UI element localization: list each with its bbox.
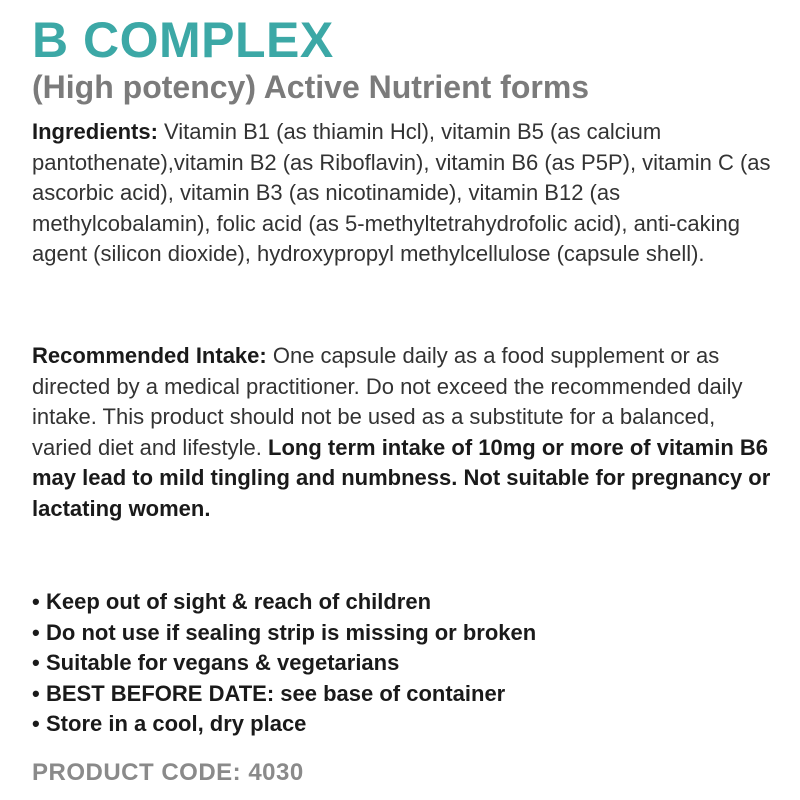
bullet-icon: • — [32, 650, 40, 675]
list-item-text: Do not use if sealing strip is missing or broken — [46, 619, 537, 645]
ingredients-text: Vitamin B1 (as thiamin Hcl), vitamin B5 (as calcium pantothenate),vitamin B2 (as Riboflavin), vitamin B6 (as P5P), vitamin C (as ascorbic acid), vitamin B3 (as nicotinamide), vitamin B12 (as methylcobalamin), folic acid (as 5-methyltetrahydrofolic acid), anti-caking agent (silicon dioxide), hydroxypropyl methylcellulose (capsule shell). — [32, 119, 771, 266]
list-item — [32, 587, 536, 618]
list-item-text: Store in a cool, dry place — [46, 711, 307, 736]
product-subtitle: (High potency) Active Nutrient forms — [32, 69, 590, 105]
product-code: PRODUCT CODE: 4030 — [32, 759, 304, 786]
intake-text: One capsule daily as a food supplement or as directed by a medical practitioner. Do not exceed the recommended daily intake. This product should not be used as a substitute for a balanced, varied diet and lifestyle. — [32, 343, 743, 460]
bullet-icon: • — [32, 589, 40, 614]
intake-label: Recommended Intake: — [32, 343, 267, 368]
ingredients-section — [32, 117, 772, 270]
ingredients-label: Ingredients: — [32, 119, 158, 144]
bullet-icon: • — [32, 619, 40, 645]
bullet-icon: • — [32, 680, 40, 706]
list-item — [32, 709, 536, 740]
list-item-text: BEST BEFORE DATE: see base of container — [46, 680, 506, 706]
advice-list — [32, 587, 536, 740]
list-item — [32, 618, 536, 649]
product-title: B COMPLEX — [32, 12, 334, 68]
list-item-text: Suitable for vegans & vegetarians — [46, 650, 400, 675]
bullet-icon: • — [32, 711, 40, 736]
list-item — [32, 679, 536, 710]
intake-section — [32, 341, 772, 524]
list-item — [32, 648, 536, 679]
intake-warning: Long term intake of 10mg or more of vitamin B6 may lead to mild tingling and numbness. Not suitable for pregnancy or lactating women. — [32, 434, 771, 521]
list-item-text: Keep out of sight & reach of children — [46, 589, 432, 614]
